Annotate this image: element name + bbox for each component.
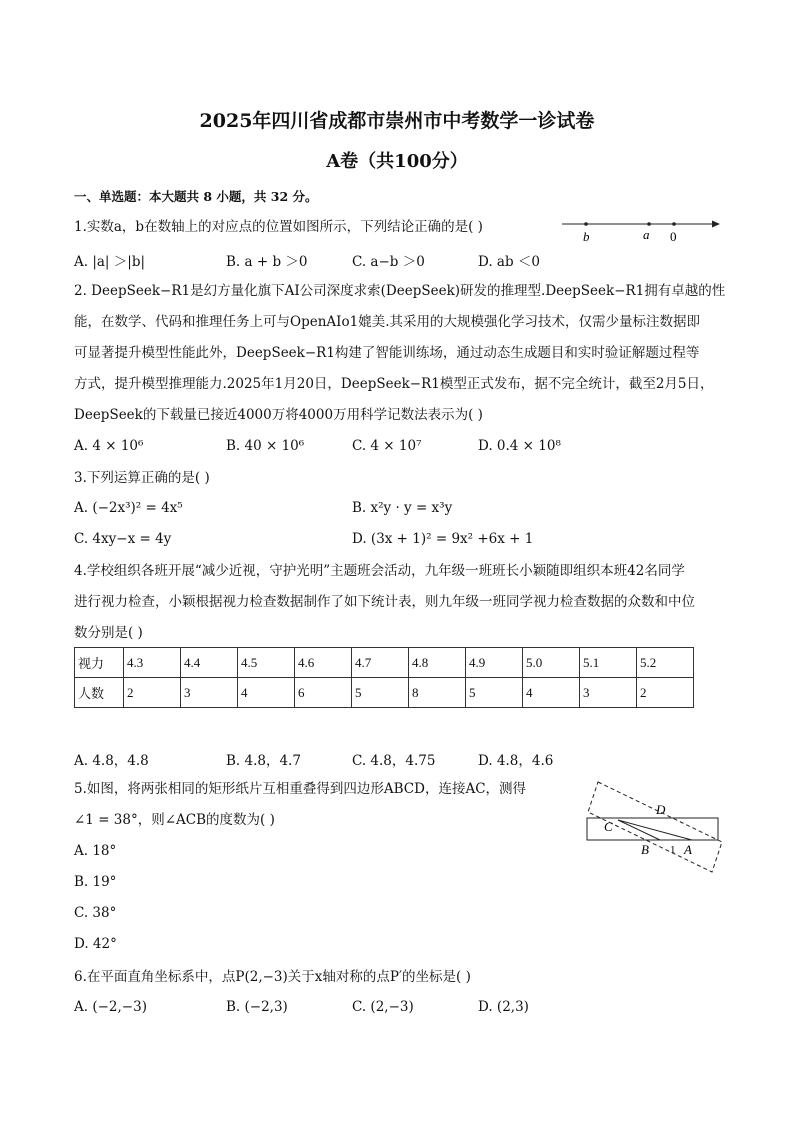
q5-option-a: A. 18° [74, 843, 117, 859]
q1-stem: 1.实数a，b在数轴上的对应点的位置如图所示，下列结论正确的是( ) [74, 219, 483, 235]
q4-line-2: 进行视力检查，小颖根据视力检查数据制作了如下统计表，则九年级一班同学视力检查数据的众数和中位 [74, 594, 695, 610]
table-row [75, 648, 694, 678]
point-b [584, 222, 588, 226]
table-cell: 4.4 [181, 648, 238, 678]
page-subtitle: A卷（共100分） [326, 151, 468, 172]
table-cell: 5.2 [637, 648, 694, 678]
q4-option-b: B. 4.8，4.7 [226, 753, 301, 769]
q3-option-a: A. (−2x³)² = 4x⁵ [74, 500, 183, 516]
q6-stem: 6.在平面直角坐标系中，点P(2,−3)关于x轴对称的点P′的坐标是( ) [74, 969, 471, 985]
q1-option-a: A. |a| ＞|b| [74, 254, 146, 270]
q3-option-d: D. (3x + 1)² = 9x² +6x + 1 [352, 531, 534, 547]
q3-option-c: C. 4xy−x = 4y [74, 531, 172, 547]
table-cell: 5.0 [523, 648, 580, 678]
q2-option-c: C. 4 × 10⁷ [352, 438, 422, 454]
q3-option-b: B. x²y · y = x³y [352, 500, 453, 516]
table-cell: 5 [352, 678, 409, 708]
q2-line-1: 2. DeepSeek−R1是幻方量化旗下AI公司深度求索(DeepSeek)研发的推理型.DeepSeek−R1拥有卓越的性 [74, 283, 726, 299]
label-d: D [656, 802, 666, 817]
table-cell: 4.3 [124, 648, 181, 678]
q2-line-5: DeepSeek的下载量已接近4000万将4000万用科学记数法表示为( ) [74, 407, 483, 423]
q1-option-b: B. a + b ＞0 [226, 254, 308, 270]
segment-ac [618, 820, 692, 840]
table-cell: 5 [466, 678, 523, 708]
table-cell: 人数 [75, 678, 124, 708]
vision-stat-table [74, 647, 694, 708]
table-cell: 6 [295, 678, 352, 708]
section-heading: 一、单选题：本大题共 8 小题，共 32 分。 [74, 189, 318, 204]
rectangles-figure [580, 776, 725, 878]
q4-line-1: 4.学校组织各班开展“减少近视，守护光明”主题班会活动，九年级一班班长小颖随即组织本班42名同学 [74, 563, 685, 579]
q1-option-c: C. a−b ＞0 [352, 254, 425, 270]
point-zero [672, 222, 676, 226]
arrow-icon [712, 221, 720, 228]
point-a [647, 222, 651, 226]
q2-option-d: D. 0.4 × 10⁸ [478, 438, 561, 454]
table-cell: 4.7 [352, 648, 409, 678]
table-cell: 5.1 [580, 648, 637, 678]
q6-option-b: B. (−2,3) [226, 999, 288, 1015]
page-title: 2025年四川省成都市崇州市中考数学一诊试卷 [199, 110, 595, 132]
table-cell: 2 [124, 678, 181, 708]
table-cell: 4.5 [238, 648, 295, 678]
label-a: A [684, 842, 692, 857]
label-a: a [643, 227, 650, 242]
q5-line-2: ∠1 = 38°，则∠ACB的度数为( ) [74, 812, 275, 828]
q2-option-b: B. 40 × 10⁶ [226, 438, 305, 454]
table-row [75, 678, 694, 708]
table-cell: 3 [181, 678, 238, 708]
q5-line-1: 5.如图，将两张相同的矩形纸片互相重叠得到四边形ABCD，连接AC，测得 [74, 781, 527, 797]
q4-line-3: 数分别是( ) [74, 625, 143, 641]
q4-option-a: A. 4.8，4.8 [74, 753, 149, 769]
label-zero: 0 [670, 229, 677, 244]
table-cell: 视力 [75, 648, 124, 678]
q4-option-c: C. 4.8，4.75 [352, 753, 436, 769]
q4-option-d: D. 4.8，4.6 [478, 753, 554, 769]
number-line-figure [558, 214, 728, 244]
label-b: B [641, 842, 649, 857]
label-b: b [583, 229, 590, 244]
table-cell: 4.9 [466, 648, 523, 678]
label-angle-1: 1 [670, 844, 676, 856]
q5-option-d: D. 42° [74, 936, 117, 952]
table-cell: 2 [637, 678, 694, 708]
q2-line-3: 可显著提升模型性能此外，DeepSeek−R1构建了智能训练场，通过动态生成题目和实时验证解题过程等 [74, 345, 700, 361]
q5-option-c: C. 38° [74, 905, 117, 921]
q6-option-a: A. (−2,−3) [74, 999, 147, 1015]
q6-option-d: D. (2,3) [478, 999, 529, 1015]
q2-line-2: 能，在数学、代码和推理任务上可与OpenAIo1媲美.其采用的大规模强化学习技术，仅需少量标注数据即 [74, 314, 700, 330]
q2-line-4: 方式，提升模型推理能力.2025年1月20日，DeepSeek−R1模型正式发布，据不完全统计，截至2月5日， [74, 376, 714, 392]
q1-option-d: D. ab ＜0 [478, 254, 540, 270]
table-cell: 4.8 [409, 648, 466, 678]
table-cell: 4.6 [295, 648, 352, 678]
table-cell: 4 [523, 678, 580, 708]
table-cell: 8 [409, 678, 466, 708]
table-cell: 4 [238, 678, 295, 708]
q3-stem: 3.下列运算正确的是( ) [74, 470, 210, 486]
q5-option-b: B. 19° [74, 874, 117, 890]
label-c: C [604, 819, 613, 834]
q6-option-c: C. (2,−3) [352, 999, 414, 1015]
q2-option-a: A. 4 × 10⁶ [74, 438, 144, 454]
table-cell: 3 [580, 678, 637, 708]
